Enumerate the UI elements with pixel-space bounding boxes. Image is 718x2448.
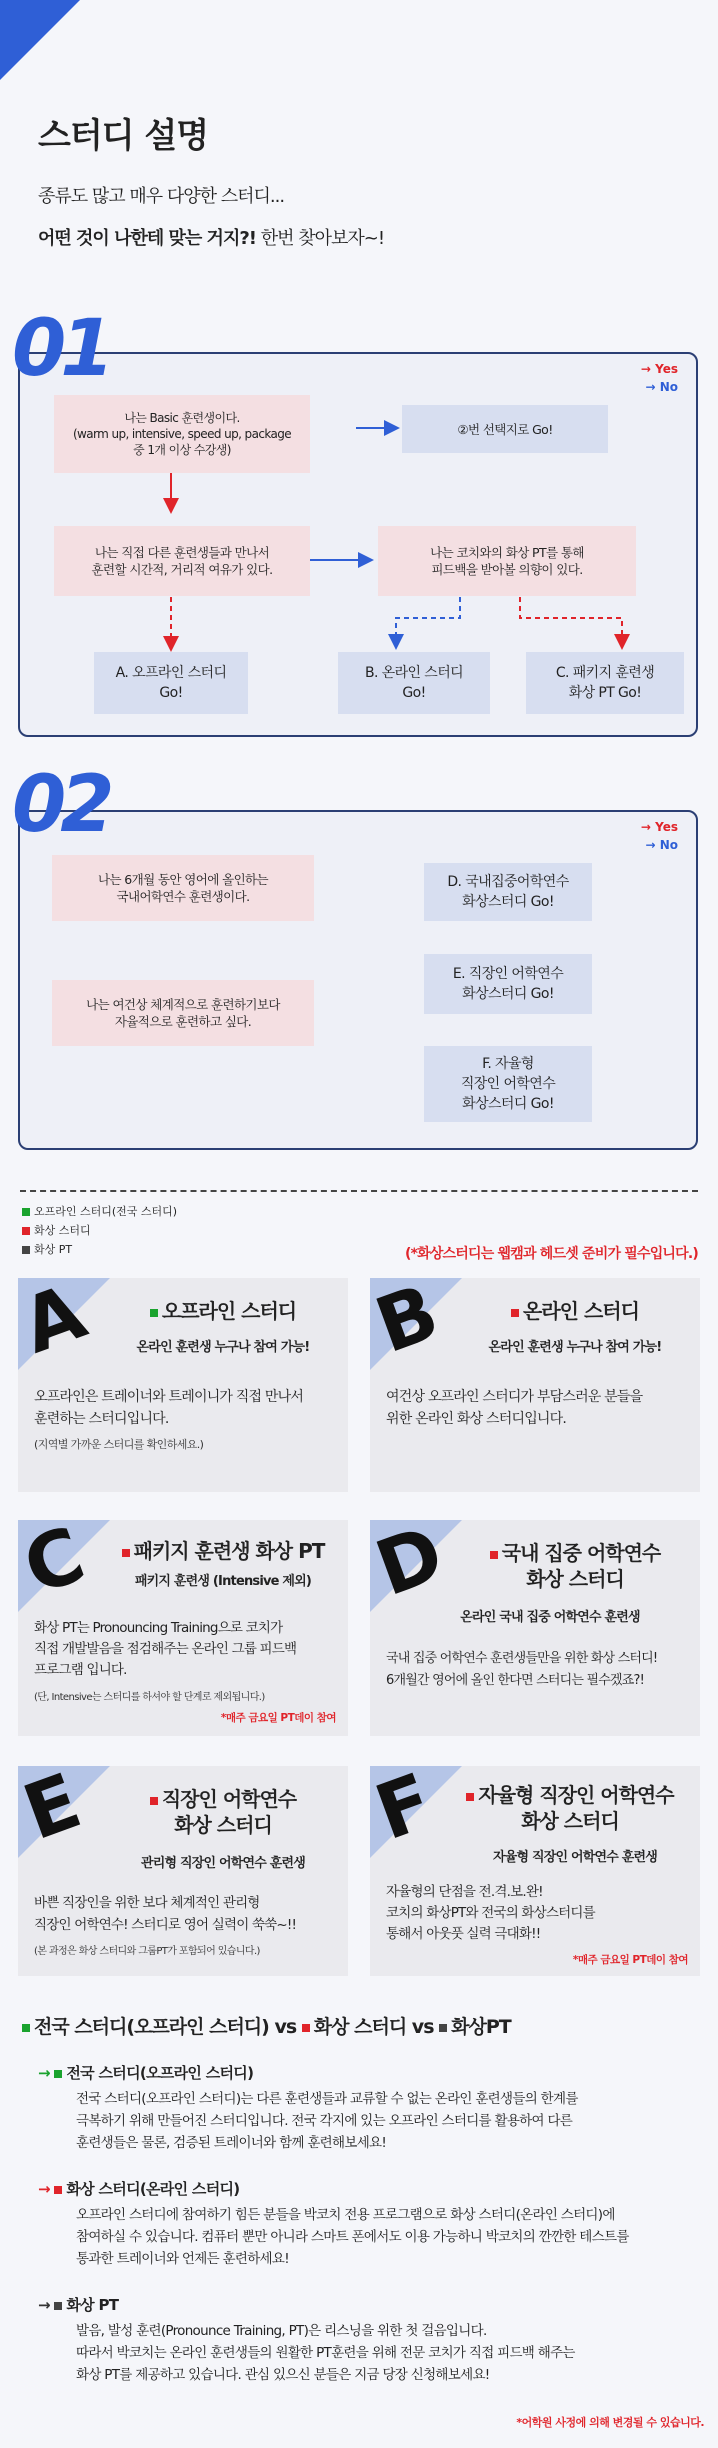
legend-1: → Yes → No bbox=[640, 362, 678, 394]
green-square-icon bbox=[54, 2070, 62, 2078]
card-letter-a: A bbox=[10, 1266, 97, 1371]
compare-t3: 화상PT bbox=[451, 2016, 511, 2038]
card-e-body: 바쁜 직장인을 위한 보다 체계적인 관리형 직장인 어학연수! 스터디로 영어 실력이 쑥쑥~!! bbox=[34, 1895, 297, 1933]
card-d-subtitle: 온라인 국내 집중 어학연수 훈련생 bbox=[460, 1610, 640, 1625]
card-f-red-note: *매주 금요일 PT데이 참여 bbox=[572, 1954, 688, 1966]
card-e bbox=[12, 1755, 348, 1976]
red-square-icon bbox=[511, 1309, 519, 1317]
compare-vs1: vs bbox=[268, 2016, 302, 2038]
flow-number-2: 02 bbox=[12, 760, 109, 850]
card-letter-e: E bbox=[12, 1755, 92, 1858]
card-b-subtitle: 온라인 훈련생 누구나 참여 가능! bbox=[488, 1340, 662, 1355]
red-square-icon bbox=[302, 2024, 310, 2032]
dark-square-icon bbox=[54, 2302, 62, 2310]
flow2-q2-box: 나는 여건상 체계적으로 훈련하기보다 자율적으로 훈련하고 싶다. bbox=[52, 980, 314, 1046]
arrow-icon: → bbox=[38, 2296, 55, 2314]
card-c-subtitle: 패키지 훈련생 (Intensive 제외) bbox=[134, 1574, 312, 1589]
dark-square-icon bbox=[22, 1246, 30, 1254]
intro-line-2-rest: 한번 찾아보자~! bbox=[255, 228, 385, 249]
compare-s1-title: 전국 스터디(오프라인 스터디) bbox=[66, 2064, 254, 2082]
dark-square-icon bbox=[439, 2024, 447, 2032]
card-letter-f: F bbox=[364, 1755, 444, 1858]
compare-s1-body: 전국 스터디(오프라인 스터디)는 다른 훈련생들과 교류할 수 없는 온라인 훈련생들의 한계를 극복하기 위해 만들어진 스터디입니다. 전국 각지에 있는 오프라인 스터디를 활용하여 다른 훈련생들은 물론, 검증된 트레이너와 함께 훈련해보세요! bbox=[76, 2091, 578, 2151]
card-c-note: (단, Intensive는 스터디를 하셔야 할 단계로 제외됩니다.) bbox=[34, 1692, 265, 1703]
card-e-title-wrap bbox=[108, 1786, 338, 1838]
intro-line-2-bold: 어떤 것이 나한테 맞는 거지?! bbox=[38, 228, 256, 249]
card-a-subtitle: 온라인 훈련생 누구나 참여 가능! bbox=[136, 1340, 310, 1355]
compare-s1-heading bbox=[38, 2062, 253, 2084]
arrow-icon: → bbox=[38, 2064, 55, 2082]
flow1-result-b: B. 온라인 스터디 Go! bbox=[338, 652, 490, 714]
key-offline: 오프라인 스터디(전국 스터디) bbox=[34, 1205, 178, 1218]
flow1-result-a: A. 오프라인 스터디 Go! bbox=[94, 652, 248, 714]
card-e-subtitle: 관리형 직장인 어학연수 훈련생 bbox=[140, 1856, 306, 1871]
card-letter-b: B bbox=[364, 1266, 450, 1371]
compare-s3-heading bbox=[38, 2294, 118, 2316]
green-square-icon bbox=[22, 1208, 30, 1216]
flow2-result-f: F. 자율형 직장인 어학연수 화상스터디 Go! bbox=[424, 1046, 592, 1122]
card-d bbox=[364, 1507, 700, 1736]
flow2-result-d: D. 국내집중어학연수 화상스터디 Go! bbox=[424, 863, 592, 921]
card-b bbox=[364, 1266, 700, 1492]
compare-vs2: vs bbox=[406, 2016, 440, 2038]
flow1-q2-box: 나는 직접 다른 훈련생들과 만나서 훈련할 시간적, 거리적 여유가 있다. bbox=[54, 526, 310, 596]
card-d-title: 국내 집중 어학연수 화상 스터디 bbox=[501, 1541, 661, 1591]
card-c bbox=[12, 1509, 348, 1736]
card-c-red-note: *매주 금요일 PT데이 참여 bbox=[220, 1712, 336, 1724]
card-c-body: 화상 PT는 Pronouncing Training으로 코치가 직접 개발발음을 점검해주는 온라인 그룹 피드백 프로그램 입니다. bbox=[34, 1620, 297, 1678]
flow1-go2-box: ②번 선택지로 Go! bbox=[402, 405, 608, 453]
flow-number-1: 01 bbox=[12, 304, 109, 394]
red-square-icon bbox=[54, 2186, 62, 2194]
card-c-title: 패키지 훈련생 화상 PT bbox=[133, 1539, 325, 1563]
card-e-title: 직장인 어학연수 화상 스터디 bbox=[161, 1787, 297, 1837]
key-online: 화상 스터디 bbox=[34, 1224, 91, 1237]
card-a-title: 오프라인 스터디 bbox=[161, 1299, 297, 1323]
card-e-note: (본 과정은 화상 스터디와 그룹PT가 포함되어 있습니다.) bbox=[34, 1946, 260, 1957]
card-f-title-wrap bbox=[450, 1782, 690, 1834]
page-title: 스터디 설명 bbox=[38, 116, 209, 156]
compare-s2-title: 화상 스터디(온라인 스터디) bbox=[66, 2180, 240, 2198]
card-letter-c: C bbox=[12, 1509, 96, 1612]
compare-s2-body: 오프라인 스터디에 참여하기 힘든 분들을 박코치 전용 프로그램으로 화상 스터디(온라인 스터디)에 참여하실 수 있습니다. 컴퓨터 뿐만 아니라 스마트 폰에서도 이용 가능하니 박코치의 깐깐한 테스트를 통과한 트레이너와 언제든 훈련하세요! bbox=[76, 2207, 629, 2267]
flow2-q1-box: 나는 6개월 동안 영어에 올인하는 국내어학연수 훈련생이다. bbox=[52, 855, 314, 921]
flow2-result-e: E. 직장인 어학연수 화상스터디 Go! bbox=[424, 954, 592, 1014]
card-a-body: 오프라인은 트레이너와 트레이니가 직접 만나서 훈련하는 스터디입니다. bbox=[34, 1389, 304, 1427]
card-f bbox=[364, 1755, 700, 1976]
card-a-note: (지역별 가까운 스터디를 확인하세요.) bbox=[34, 1438, 204, 1451]
red-square-icon bbox=[22, 1227, 30, 1235]
footer-note: *어학원 사정에 의해 변경될 수 있습니다. bbox=[516, 2416, 704, 2429]
card-d-body: 국내 집중 어학연수 훈련생들만을 위한 화상 스터디! 6개월간 영어에 올인 한다면 스터디는 필수겠죠?! bbox=[386, 1651, 658, 1688]
card-f-title: 자율형 직장인 어학연수 화상 스터디 bbox=[478, 1783, 674, 1833]
legend-yes-2: Yes bbox=[655, 820, 678, 834]
card-d-title-wrap bbox=[460, 1540, 690, 1592]
legend-no: No bbox=[659, 380, 678, 394]
card-f-body: 자율형의 단점을 전.격.보.완! 코치의 화상PT와 전국의 화상스터디를 통해서 아웃풋 실력 극대화!! bbox=[386, 1884, 595, 1942]
red-square-icon bbox=[490, 1551, 498, 1559]
category-key bbox=[22, 1202, 177, 1259]
red-square-icon bbox=[122, 1549, 130, 1557]
red-square-icon bbox=[466, 1793, 474, 1801]
red-square-icon bbox=[150, 1797, 158, 1805]
key-pt: 화상 PT bbox=[34, 1243, 73, 1256]
compare-t2: 화상 스터디 bbox=[313, 2016, 407, 2038]
compare-s3-body: 발음, 발성 훈련(Pronounce Training, PT)은 리스닝을 위한 첫 걸음입니다. 따라서 박코치는 온라인 훈련생들의 원활한 PT훈련을 위해 전문 코치가 직접 피드백 해주는 화상 PT를 제공하고 있습니다. 관심 있으신 분들은 지금 당장 신청해보세요! bbox=[76, 2323, 575, 2383]
card-letter-d: D bbox=[364, 1507, 455, 1614]
intro-line-1: 종류도 많고 매우 다양한 스터디... bbox=[38, 186, 285, 207]
compare-s2-heading bbox=[38, 2178, 239, 2200]
card-a bbox=[10, 1266, 348, 1492]
compare-t1: 전국 스터디(오프라인 스터디) bbox=[34, 2016, 269, 2038]
card-b-title: 온라인 스터디 bbox=[523, 1299, 639, 1323]
legend-no-2: No bbox=[659, 838, 678, 852]
flow1-q3-box: 나는 코치와의 화상 PT를 통해 피드백을 받아볼 의향이 있다. bbox=[378, 526, 636, 596]
webcam-notice: (*화상스터디는 웹캠과 헤드셋 준비가 필수입니다.) bbox=[404, 1246, 698, 1262]
card-f-subtitle: 자율형 직장인 어학연수 훈련생 bbox=[492, 1850, 658, 1865]
compare-s3-title: 화상 PT bbox=[66, 2296, 119, 2314]
flow1-result-c: C. 패키지 훈련생 화상 PT Go! bbox=[526, 652, 684, 714]
flow1-start-box: 나는 Basic 훈련생이다. (warm up, intensive, speed up, package 중 1개 이상 수강생) bbox=[54, 395, 310, 473]
card-b-body: 여건상 오프라인 스터디가 부담스러운 분들을 위한 온라인 화상 스터디입니다. bbox=[386, 1389, 643, 1427]
compare-heading bbox=[22, 2012, 511, 2039]
legend-2: → Yes → No bbox=[640, 820, 678, 852]
green-square-icon bbox=[150, 1309, 158, 1317]
legend-yes: Yes bbox=[655, 362, 678, 376]
dashed-divider bbox=[20, 1190, 698, 1192]
green-square-icon bbox=[22, 2024, 30, 2032]
arrow-icon: → bbox=[38, 2180, 55, 2198]
